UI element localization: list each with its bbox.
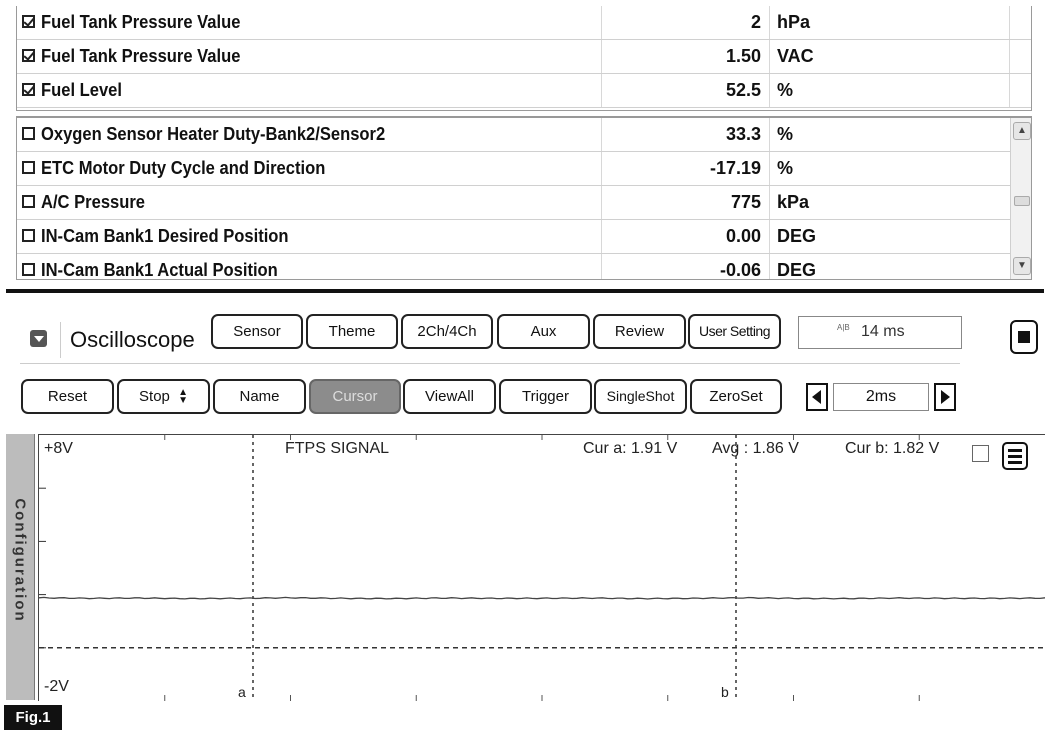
sensor-value: -17.19	[709, 158, 761, 178]
figure-label: Fig.1	[4, 705, 62, 730]
sensor-value: 775	[730, 192, 761, 212]
row-checkbox[interactable]	[22, 83, 35, 96]
sensor-button[interactable]: Sensor	[211, 314, 303, 349]
record-stop-icon[interactable]	[1010, 320, 1038, 354]
oscilloscope-plot[interactable]	[38, 434, 1045, 701]
aux-button[interactable]: Aux	[497, 314, 590, 349]
row-checkbox[interactable]	[22, 229, 35, 242]
row-checkbox[interactable]	[22, 49, 35, 62]
row-checkbox[interactable]	[22, 15, 35, 28]
name-button[interactable]: Name	[213, 379, 306, 414]
oscilloscope-title: Oscilloscope	[70, 327, 195, 352]
row-checkbox[interactable]	[22, 195, 35, 208]
sensor-unit: hPa	[777, 12, 811, 32]
collapse-toggle-icon[interactable]	[30, 330, 47, 347]
sensor-name: Fuel Tank Pressure Value	[41, 12, 241, 32]
scroll-up-icon[interactable]: ▲	[1013, 122, 1031, 140]
signal-name: FTPS SIGNAL	[285, 440, 390, 457]
cursor-a-readout: Cur a: 1.91 V	[583, 440, 678, 457]
sensor-unit: DEG	[777, 260, 817, 280]
table-row[interactable]	[17, 40, 1031, 74]
sensor-unit: DEG	[777, 226, 817, 246]
singleshot-button[interactable]: SingleShot	[594, 379, 687, 414]
sensor-name: Fuel Tank Pressure Value	[41, 46, 241, 66]
channel-visible-checkbox[interactable]	[972, 445, 989, 462]
waveform-trace	[39, 597, 1045, 599]
cursor-time-display	[798, 316, 962, 349]
plot-menu-icon[interactable]	[1002, 442, 1028, 470]
average-readout: Avg : 1.86 V	[712, 440, 799, 457]
cursor-button[interactable]: Cursor	[309, 379, 401, 414]
cursor-delta-icon: A|B	[837, 323, 850, 332]
cursor-time-value: 14 ms	[861, 323, 905, 340]
sensor-unit: %	[777, 158, 794, 178]
sensor-value: -0.06	[719, 260, 761, 280]
channel-toggle-button[interactable]: 2Ch/4Ch	[401, 314, 493, 349]
table-row[interactable]	[17, 220, 1031, 254]
cursor-b-marker[interactable]: b	[721, 684, 729, 700]
row-checkbox[interactable]	[22, 161, 35, 174]
table-row[interactable]	[17, 152, 1031, 186]
sensor-list-table	[16, 116, 1032, 280]
configuration-label: Configuration	[11, 498, 29, 623]
sensor-unit: kPa	[777, 192, 810, 212]
sensor-unit: VAC	[777, 46, 814, 66]
sensor-name: A/C Pressure	[41, 192, 146, 212]
sensor-name: Fuel Level	[41, 80, 122, 100]
cursor-a-marker[interactable]: a	[238, 684, 246, 700]
stop-button[interactable]	[117, 379, 210, 414]
cursor-b-readout: Cur b: 1.82 V	[845, 440, 940, 457]
y-max-label: +8V	[44, 440, 73, 457]
sensor-name: IN-Cam Bank1 Actual Position	[41, 260, 278, 280]
sensor-name: IN-Cam Bank1 Desired Position	[41, 226, 289, 246]
zeroset-button[interactable]: ZeroSet	[690, 379, 782, 414]
sensor-unit: %	[777, 124, 794, 144]
pinned-sensor-table	[16, 6, 1032, 111]
trigger-button[interactable]: Trigger	[499, 379, 592, 414]
reset-button[interactable]: Reset	[21, 379, 114, 414]
table-row[interactable]	[17, 6, 1031, 40]
spinner-icon: ▲ ▼	[178, 387, 188, 407]
theme-button[interactable]: Theme	[306, 314, 398, 349]
scrollbar-thumb[interactable]	[1014, 196, 1030, 206]
table-row[interactable]	[17, 186, 1031, 220]
scroll-down-icon[interactable]: ▼	[1013, 257, 1031, 275]
row-checkbox[interactable]	[22, 263, 35, 276]
sensor-unit: %	[777, 80, 794, 100]
vertical-scrollbar[interactable]	[1010, 118, 1031, 279]
sensor-name: ETC Motor Duty Cycle and Direction	[41, 158, 326, 178]
table-row[interactable]	[17, 118, 1031, 152]
time-division-increase-icon[interactable]	[934, 383, 956, 411]
stop-label: Stop	[139, 388, 170, 405]
time-division-value: 2ms	[833, 383, 929, 411]
sensor-name: Oxygen Sensor Heater Duty-Bank2/Sensor2	[41, 124, 386, 144]
sensor-value: 52.5	[725, 80, 761, 100]
time-division-decrease-icon[interactable]	[806, 383, 828, 411]
viewall-button[interactable]: ViewAll	[403, 379, 496, 414]
sensor-value: 33.3	[725, 124, 761, 144]
row-checkbox[interactable]	[22, 127, 35, 140]
waveform-canvas	[39, 435, 1045, 701]
user-setting-button[interactable]: User Setting	[688, 314, 781, 349]
y-min-label: -2V	[44, 678, 69, 695]
table-row[interactable]	[17, 254, 1031, 280]
sensor-value: 0.00	[725, 226, 761, 246]
sensor-value: 1.50	[725, 46, 761, 66]
sensor-value: 2	[750, 12, 761, 32]
configuration-tab[interactable]	[6, 434, 35, 700]
review-button[interactable]: Review	[593, 314, 686, 349]
table-row[interactable]	[17, 74, 1031, 108]
panel-divider[interactable]	[6, 289, 1044, 293]
